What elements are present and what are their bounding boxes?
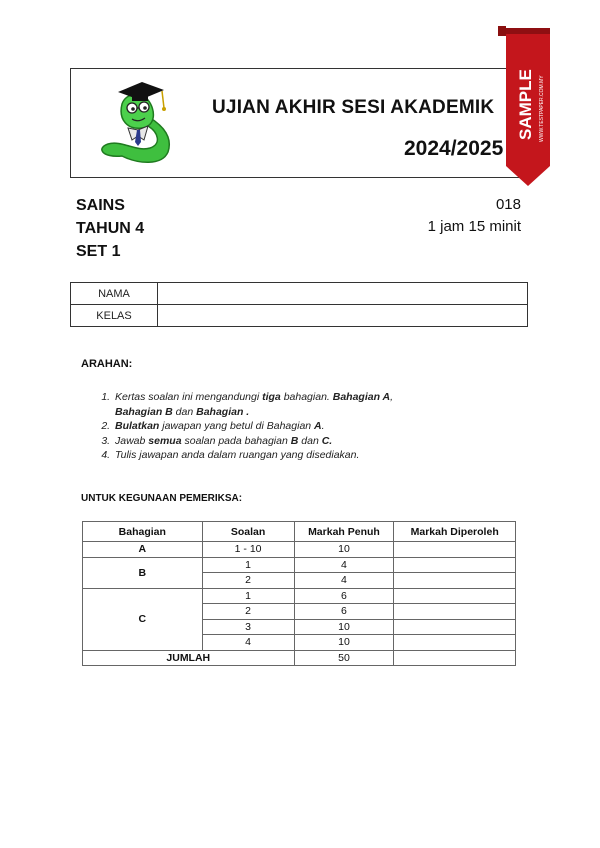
table-header-row <box>83 522 516 542</box>
penuh-cell: 4 <box>294 573 394 589</box>
score-cell[interactable] <box>394 573 516 589</box>
section-label: B <box>83 557 203 588</box>
soalan-cell: 3 <box>202 619 294 635</box>
penuh-cell: 10 <box>294 542 394 558</box>
soalan-cell: 4 <box>202 635 294 651</box>
table-row <box>83 542 516 558</box>
penuh-cell: 10 <box>294 635 394 651</box>
exam-year: 2024/2025 <box>404 137 504 160</box>
paper-info <box>428 194 521 238</box>
total-row <box>83 650 516 666</box>
header-soalan: Soalan <box>202 522 294 542</box>
penuh-cell: 6 <box>294 604 394 620</box>
score-cell[interactable] <box>394 588 516 604</box>
subject-name: SAINS <box>76 197 125 214</box>
identity-table <box>70 282 528 327</box>
score-cell[interactable] <box>394 604 516 620</box>
name-label: NAMA <box>71 283 158 305</box>
soalan-cell: 1 <box>202 557 294 573</box>
score-cell[interactable] <box>394 542 516 558</box>
set-number: SET 1 <box>76 243 121 260</box>
exam-title: UJIAN AKHIR SESI AKADEMIK <box>212 97 495 118</box>
examiner-title: UNTUK KEGUNAAN PEMERIKSA: <box>81 493 243 504</box>
section-label: A <box>83 542 203 558</box>
header-bahagian: Bahagian <box>83 522 203 542</box>
instruction-item: 4. Tulis jawapan anda dalam ruangan yang disediakan. <box>113 448 493 463</box>
soalan-cell: 2 <box>202 573 294 589</box>
total-penuh: 50 <box>294 650 394 666</box>
total-score-cell[interactable] <box>394 650 516 666</box>
year-level: TAHUN 4 <box>76 220 145 237</box>
name-field[interactable] <box>158 283 528 305</box>
instruction-item: 2. Bulatkan jawapan yang betul di Bahagian A. <box>113 419 493 434</box>
instruction-item: 1. Kertas soalan ini mengandungi tiga bahagian. Bahagian A, Bahagian B dan Bahagian . <box>113 390 493 419</box>
soalan-cell: 2 <box>202 604 294 620</box>
penuh-cell: 6 <box>294 588 394 604</box>
header-markah-penuh: Markah Penuh <box>294 522 394 542</box>
section-label: C <box>83 588 203 650</box>
class-label: KELAS <box>71 305 158 327</box>
marks-table <box>82 521 516 666</box>
paper-duration: 1 jam 15 minit <box>427 218 521 235</box>
paper-code: 018 <box>495 196 521 213</box>
instruction-item: 3. Jawab semua soalan pada bahagian B dan C. <box>113 434 493 449</box>
subject-info <box>76 194 144 263</box>
header-markah-diperoleh: Markah Diperoleh <box>394 522 516 542</box>
soalan-cell: 1 <box>202 588 294 604</box>
soalan-cell: 1 - 10 <box>202 542 294 558</box>
total-label: JUMLAH <box>83 650 295 666</box>
sample-ribbon <box>498 20 558 186</box>
instructions-title: ARAHAN: <box>81 358 133 370</box>
score-cell[interactable] <box>394 557 516 573</box>
score-cell[interactable] <box>394 619 516 635</box>
table-row <box>83 588 516 604</box>
score-cell[interactable] <box>394 635 516 651</box>
class-field[interactable] <box>158 305 528 327</box>
ribbon-site: WWW.TESTPAPER.COM.MY <box>539 75 545 142</box>
penuh-cell: 10 <box>294 619 394 635</box>
table-row <box>83 557 516 573</box>
worm-mascot-logo <box>92 74 184 170</box>
ribbon-label: SAMPLE <box>516 69 535 140</box>
penuh-cell: 4 <box>294 557 394 573</box>
instructions-list <box>97 390 493 463</box>
